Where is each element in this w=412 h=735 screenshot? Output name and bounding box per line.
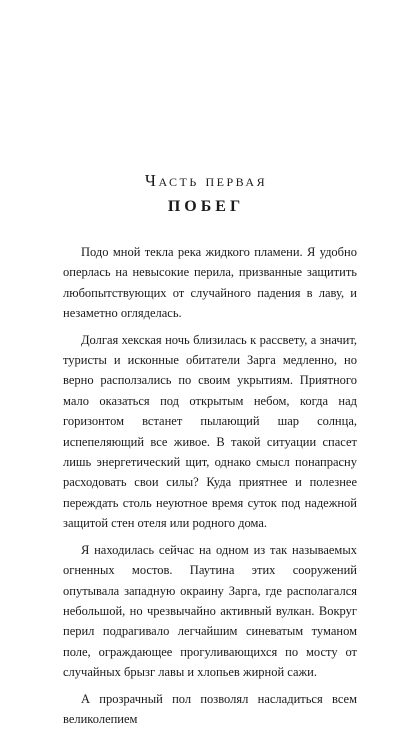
chapter-title: ПОБЕГ	[167, 198, 245, 215]
paragraph: А прозрачный пол позволял насладиться всем великолепием	[63, 691, 357, 726]
paragraph: Долгая хекская ночь близилась к рассвету, а значит, туристы и исконные обитатели Зарга медленно, но верно расползались по своим укрытиям. Приятного мало оказаться под открытым небом, когда над горизонтом встанет пылающий шар солнца, испепеляющий все живое. В такой ситуации спасет лишь энергетический щит, однако смысл понапрасну расходовать свои силы? Куда приятнее и полезнее переждать столь неуютное время суток под надежной защитой стен отеля или родного дома.	[63, 332, 357, 531]
paragraph: Я находилась сейчас на одном из так называемых огненных мостов. Паутина этих сооружений опутывала западную окраину Зарга, где располагался небольшой, но чрезвычайно активный вулкан. Вокруг перил подрагивало легчайшим синеватым туманом поле, ограждающее прогуливающихся по мосту от случайных брызг лавы и хлопьев жирной сажи.	[63, 542, 357, 680]
part-heading: Часть первая	[144, 171, 268, 190]
paragraph: Подо мной текла река жидкого пламени. Я удобно оперлась на невысокие перила, призванные защитить любопытствующих от случайного падения в лаву, и незаметно огляделась.	[63, 245, 357, 321]
chapter-body	[63, 242, 357, 735]
